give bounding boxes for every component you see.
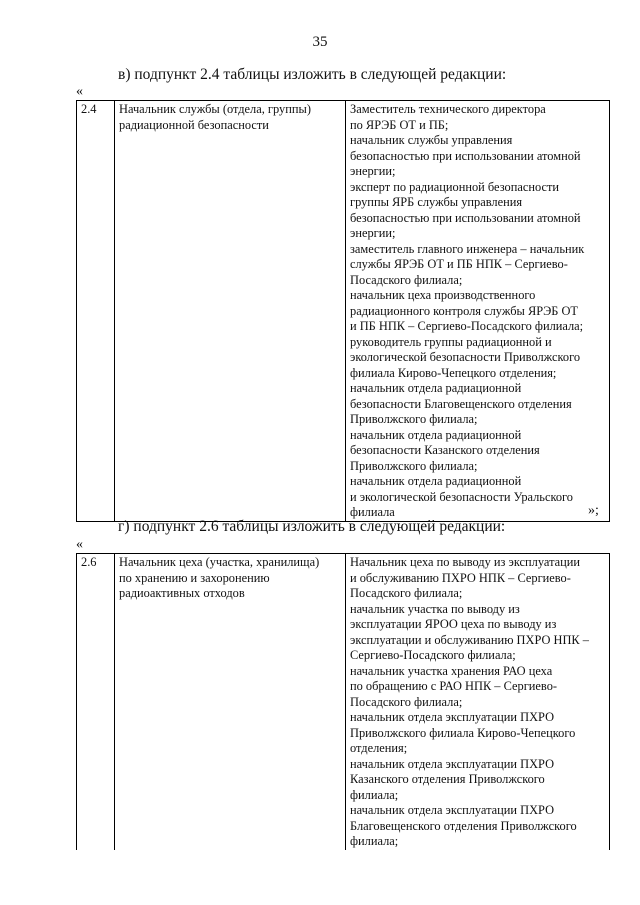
position-title: Начальник цеха (участка, хранилища) по хранению и захоронению радиоактивных отходов: [115, 554, 346, 850]
table-row: [77, 101, 610, 522]
position-title: Начальник службы (отдела, группы) радиационной безопасности: [115, 101, 346, 522]
section-heading-2-6: г) подпункт 2.6 таблицы изложить в следующей редакции:: [118, 518, 506, 535]
equivalent-positions: Заместитель технического директора по ЯРЭБ ОТ и ПБ; начальник службы управления безопасностью при использовании атомной энергии; эксперт по радиационной безопасности группы ЯРБ службы управления безопасностью при использовании атомной энергии; заместитель главного инженера – начальник службы ЯРЭБ ОТ и ПБ НПК – Сергиево- Посадского филиала; начальник цеха производственного радиационного контроля службы ЯРЭБ ОТ и ПБ НПК – Сергиево-Посадского филиала; руководитель группы радиационной и экологической безопасности Приволжского филиала Кирово-Чепецкого отделения; начальник отдела радиационной безопасности Благовещенского отделения Приволжского филиала; начальник отдела радиационной безопасности Казанского отделения Приволжского филиала; начальник отдела радиационной и экологической безопасности Уральского филиала: [346, 101, 610, 522]
page-number: 35: [312, 34, 328, 50]
section-heading-2-4: в) подпункт 2.4 таблицы изложить в следующей редакции:: [118, 66, 507, 83]
row-number: 2.6: [77, 554, 115, 850]
regulation-table-2-6: [76, 553, 610, 850]
open-quote-2-4: «: [76, 84, 83, 99]
open-quote-2-6: «: [76, 537, 83, 552]
table-row: [77, 554, 610, 850]
equivalent-positions: Начальник цеха по выводу из эксплуатации и обслуживанию ПХРО НПК – Сергиево- Посадского филиала; начальник участка по выводу из эксплуатации ЯРОО цеха по выводу из эксплуатации и обслуживанию ПХРО НПК – Сергиево-Посадского филиала; начальник участка хранения РАО цеха по обращению с РАО НПК – Сергиево- Посадского филиала; начальник отдела эксплуатации ПХРО Приволжского филиала Кирово-Чепецкого отделения; начальник отдела эксплуатации ПХРО Казанского отделения Приволжского филиала; начальник отдела эксплуатации ПХРО Благовещенского отделения Приволжского филиала;: [346, 554, 610, 850]
close-quote-2-4: »;: [588, 503, 599, 518]
row-number: 2.4: [77, 101, 115, 522]
regulation-table-2-4: [76, 100, 610, 522]
